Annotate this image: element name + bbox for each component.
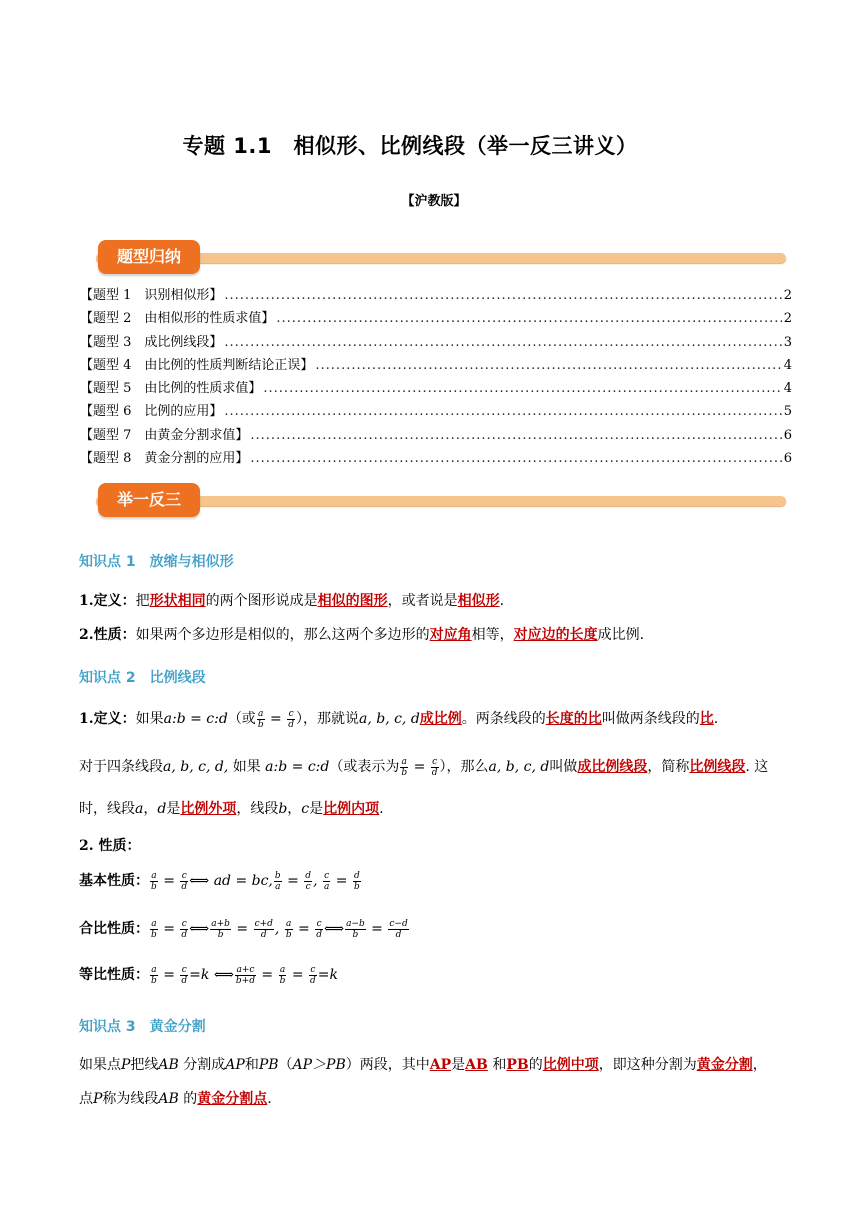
kp2-paragraph: 对于四条线段a, b, c, d, 如果 a:b = c:d（或表示为 $\frac{a}{b}$ = $\frac{c}{d}$ ），那么a, b, c, d叫做成比例线段，简称比例线段. 这 — [79, 756, 769, 778]
toc-item-label: 【题型 1 识别相似形】 — [80, 288, 223, 303]
toc-item[interactable] — [80, 331, 792, 354]
kp3-line1: 如果点P把线AB 分割成AP和PB（AP＞PB）两段，其中AP是AB 和PB的比例中项，即这种分割为黄金分割， — [79, 1057, 767, 1073]
knowledge-point-heading: 知识点 1 放缩与相似形 — [79, 554, 234, 570]
table-of-contents — [80, 284, 792, 470]
combine-property: 合比性质： $\frac{a}{b}$ = $\frac{c}{d}$ ⟺ $\frac{a+b}{b}$ = $\frac{c+d}{d}$ , $\frac{a}{b}$ = $\frac{c}{d}$ ⟺ $\frac{a-b}{b}$ = $\frac{c-d}{d}$ — [79, 918, 408, 940]
toc-item[interactable] — [80, 307, 792, 330]
kp1-definition: 1.定义：把形状相同的两个图形说成是相似的图形，或者说是相似形. — [79, 593, 505, 609]
knowledge-point-heading: 知识点 2 比例线段 — [79, 670, 206, 686]
toc-leader — [276, 311, 781, 326]
kp1-property: 2.性质：如果两个多边形是相似的，那么这两个多边形的对应角相等，对应边的长度成比例. — [79, 627, 645, 643]
knowledge-point-heading: 知识点 3 黄金分割 — [79, 1019, 206, 1035]
section-banner-main — [96, 482, 786, 520]
banner-label: 举一反三 — [98, 483, 200, 517]
toc-item-label: 【题型 3 成比例线段】 — [80, 334, 223, 350]
toc-item[interactable] — [80, 447, 792, 470]
toc-leader — [250, 428, 781, 443]
toc-page: 4 — [783, 381, 792, 397]
toc-item[interactable] — [80, 424, 792, 447]
toc-page: 4 — [783, 357, 792, 373]
edition-label: 【沪教版】 — [401, 194, 467, 209]
kp2-paragraph-cont: 时，线段a，d是比例外项，线段b，c是比例内项. — [79, 801, 384, 817]
toc-leader — [224, 404, 781, 419]
toc-page: 6 — [783, 451, 792, 467]
toc-item[interactable] — [80, 377, 792, 400]
toc-item-label: 【题型 5 由比例的性质求值】 — [80, 381, 262, 397]
toc-page: 3 — [783, 334, 792, 350]
toc-page: 5 — [783, 404, 792, 420]
toc-leader — [315, 358, 781, 373]
toc-item-label: 【题型 6 比例的应用】 — [80, 404, 223, 420]
toc-leader — [250, 451, 781, 466]
toc-item-label: 【题型 8 黄金分割的应用】 — [80, 451, 249, 467]
toc-leader — [224, 288, 781, 303]
toc-leader — [224, 335, 781, 350]
kp2-property-title: 2. 性质： — [79, 838, 141, 854]
toc-item[interactable] — [80, 400, 792, 423]
kp3-line2: 点P称为线段AB 的黄金分割点. — [79, 1091, 272, 1107]
basic-property: 基本性质： $\frac{a}{b}$ = $\frac{c}{d}$ ⟺ ad = bc, $\frac{b}{a}$ = $\frac{d}{c}$ , $\frac{c}{a}$ = $\frac{d}{b}$ — [79, 870, 360, 892]
toc-item-label: 【题型 2 由相似形的性质求值】 — [80, 311, 275, 327]
equal-ratio-property: 等比性质： $\frac{a}{b}$ = $\frac{c}{d}$ =k ⟺ $\frac{a+c}{b+d}$ = $\frac{a}{b}$ = $\frac{c}{d}$ =k — [79, 964, 339, 986]
toc-leader — [263, 381, 781, 396]
toc-item-label: 【题型 7 由黄金分割求值】 — [80, 427, 249, 443]
toc-item[interactable] — [80, 354, 792, 377]
toc-item[interactable] — [80, 284, 792, 307]
section-banner-toc — [96, 239, 786, 277]
banner-label: 题型归纳 — [98, 240, 200, 274]
toc-item-label: 【题型 4 由比例的性质判断结论正误】 — [80, 357, 314, 373]
kp2-definition: 1.定义：如果a:b = c:d（或 $\frac{a}{b}$ = $\frac{c}{d}$ ），那就说a, b, c, d成比例。两条线段的长度的比叫做两条线段的比. — [79, 708, 719, 730]
page-title: 专题 1.1 相似形、比例线段（举一反三讲义） — [182, 134, 638, 158]
toc-page: 2 — [783, 311, 792, 327]
toc-page: 2 — [783, 288, 792, 303]
toc-page: 6 — [783, 427, 792, 443]
